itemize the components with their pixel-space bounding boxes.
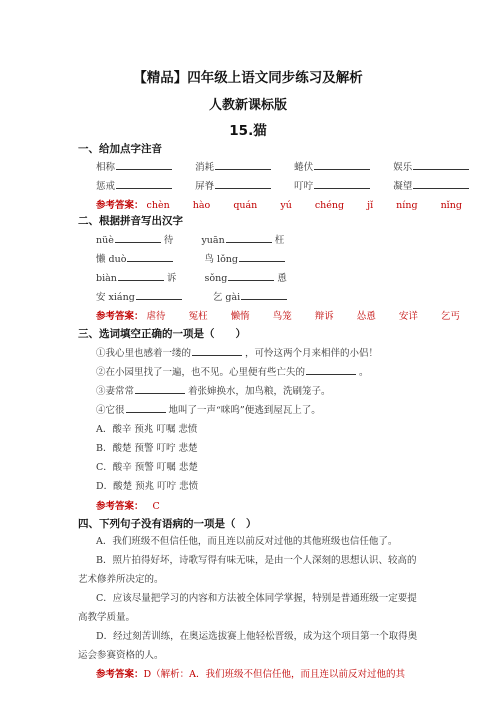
section1-heading: 一、给加点字注音: [78, 143, 162, 155]
pinyin: 懒 duò: [96, 254, 127, 265]
sentence-text: 地叫了一声“咪呜”便逃到屋瓦上了。: [168, 405, 321, 416]
blank[interactable]: [306, 364, 356, 375]
option-d[interactable]: D．经过刻苦训练，在奥运选拔赛上他轻松晋级，成为这个项目第一个取得奥运会参赛资格的人。: [78, 631, 418, 661]
pinyin: nüè: [96, 235, 114, 246]
section2-heading: 二、根据拼音写出汉字: [78, 215, 183, 227]
answer-item: quán: [233, 200, 258, 211]
blank[interactable]: [115, 232, 161, 243]
section4-heading: 四、下列句子没有语病的一项是（ ）: [78, 518, 257, 530]
answer-text: D（解析：A．我们班级不但信任他，而且连以前反对过他的其: [143, 669, 405, 680]
section1-answer: [96, 197, 462, 211]
sentence-text: ④它很: [96, 405, 125, 416]
blank[interactable]: [226, 232, 272, 243]
section3-sentence: [96, 402, 321, 416]
blank[interactable]: [116, 178, 172, 189]
pinyin: 安 xiáng: [96, 292, 135, 303]
option-c[interactable]: C．酸辛 预警 叮嘱 悲楚: [96, 462, 198, 473]
blank[interactable]: [116, 159, 172, 170]
word: 消耗: [195, 162, 215, 173]
section2-row1: [96, 232, 284, 246]
answer-label: 参考答案：: [96, 200, 144, 211]
blank[interactable]: [118, 270, 164, 281]
option-d[interactable]: D．酸楚 预兆 叮咛 悲愤: [96, 481, 199, 492]
answer-item: 鸟笼: [272, 311, 292, 322]
pinyin: yuān: [201, 235, 225, 246]
answer-label: 参考答案：: [96, 311, 144, 322]
option-c[interactable]: C．应该尽量把学习的内容和方法被全体同学掌握，特别是普通班级一定要提高教学质量。: [78, 593, 417, 623]
blank[interactable]: [314, 178, 370, 189]
char: 诉: [166, 273, 177, 284]
pinyin: 鸟 lǒng: [204, 254, 238, 265]
blank[interactable]: [127, 251, 173, 262]
blank[interactable]: [241, 289, 287, 300]
sentence-text: ①我心里也感着一缕的: [96, 348, 192, 359]
word: 相称: [96, 162, 116, 173]
word: 惩戒: [96, 181, 116, 192]
section3-heading: 三、选词填空正确的一项是（ ）: [78, 328, 246, 340]
document-title: 【精品】四年级上语文同步练习及解析: [133, 70, 363, 86]
blank[interactable]: [136, 289, 182, 300]
char: 枉: [274, 235, 285, 246]
answer-item: 乞丐: [440, 311, 460, 322]
answer-label: 参考答案：: [96, 669, 144, 680]
char: 恿: [277, 273, 287, 284]
section1-row1: [96, 159, 472, 173]
sentence-text: ②在小园里找了一遍，也不见。心里便有些亡失的: [96, 367, 306, 378]
pinyin: sǒng: [204, 273, 228, 284]
blank[interactable]: [314, 159, 370, 170]
option-a[interactable]: A．酸辛 预兆 叮嘱 悲愤: [96, 424, 198, 435]
section2-row3: [96, 270, 287, 284]
answer-item: chéng: [314, 200, 345, 211]
char: 待: [163, 235, 174, 246]
blank[interactable]: [413, 159, 469, 170]
sentence-text: ，可怜这两个月来相伴的小侣！: [245, 348, 379, 359]
answer-item: 怂恿: [356, 311, 376, 322]
sentence-text: 着张婶换水，加鸟粮，洗刷笼子。: [188, 386, 331, 397]
answer-item: 安详: [398, 311, 418, 322]
answer-item: 虐待: [146, 311, 166, 322]
blank[interactable]: [228, 270, 274, 281]
option-b[interactable]: B．照片拍得好坏，诗歌写得有味无味，是由一个人深刻的思想认识、较高的艺术修养所决定的。: [78, 555, 417, 585]
word: 屏脊: [195, 181, 215, 192]
section4-answer: [78, 665, 422, 684]
answer-item: níng: [396, 200, 418, 211]
answer-item: 辩诉: [314, 311, 334, 322]
section3-sentence: [96, 345, 378, 359]
section3-answer: [96, 498, 160, 512]
section3-sentence: [96, 383, 331, 397]
word: 娱乐: [393, 162, 413, 173]
blank[interactable]: [413, 178, 469, 189]
section1-row2: [96, 178, 472, 192]
section2-answer: [96, 308, 460, 322]
blank[interactable]: [239, 251, 285, 262]
answer-item: yú: [280, 200, 292, 211]
section3-sentence: [96, 364, 369, 378]
option-b[interactable]: B．酸楚 预警 叮咛 悲楚: [96, 443, 198, 454]
blank[interactable]: [192, 345, 242, 356]
sentence-text: ③妻常常: [96, 386, 135, 397]
blank[interactable]: [126, 402, 166, 413]
answer-item: 冤枉: [188, 311, 208, 322]
pinyin: 乞 gài: [212, 292, 241, 303]
answer-item: nǐng: [440, 200, 462, 211]
answer-item: jǐ: [367, 200, 374, 211]
word: 蜷伏: [294, 162, 314, 173]
answer-item: 懒惰: [230, 311, 250, 322]
answer-label: 参考答案：: [96, 501, 144, 512]
answer-value: C: [152, 501, 160, 512]
word: 凝望: [393, 181, 413, 192]
sentence-text: 。: [359, 367, 369, 378]
blank[interactable]: [215, 178, 271, 189]
blank[interactable]: [215, 159, 271, 170]
word: 叮咛: [294, 181, 314, 192]
section2-row4: [96, 289, 290, 303]
document-edition: 人教新课标版: [208, 98, 287, 113]
answer-item: hào: [192, 200, 211, 211]
section2-row2: [96, 251, 288, 265]
lesson-title: 15.猫: [229, 123, 267, 139]
pinyin: biàn: [96, 273, 117, 284]
answer-item: chèn: [146, 200, 170, 211]
option-a[interactable]: A．我们班级不但信任他，而且连以前反对过他的其他班级也信任他了。: [96, 536, 398, 547]
blank[interactable]: [135, 383, 185, 394]
